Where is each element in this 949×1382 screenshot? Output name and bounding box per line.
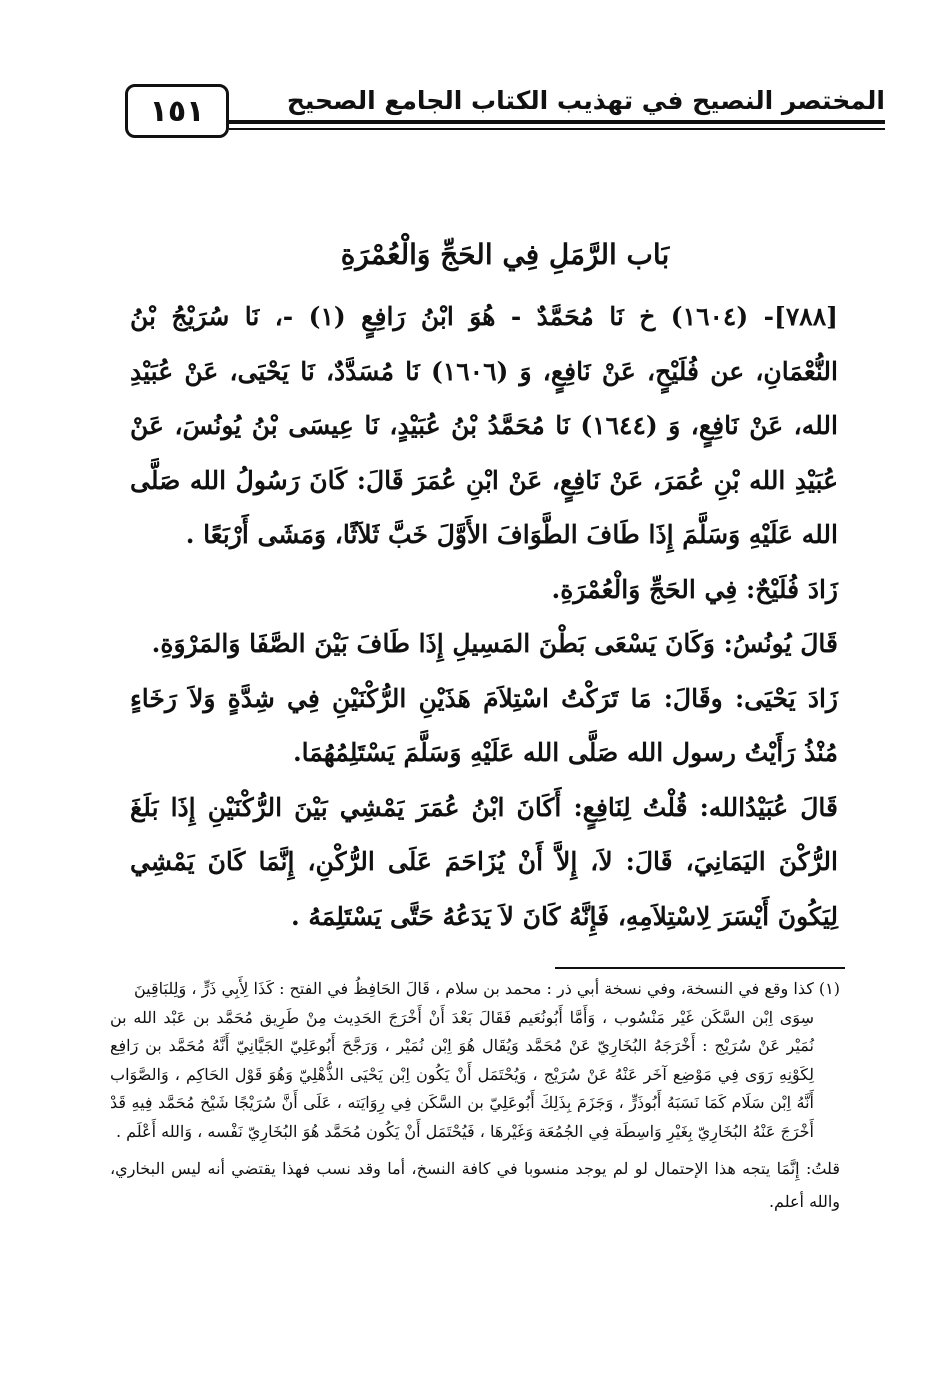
page-number: ١٥١ [125, 84, 229, 138]
footnote-text: سِوَى اِبْن السَّكَن غَيْر مَنْسُوب ، وَأَمَّا أَبُونُعَيم فَقَالَ بَعْدَ أَنْ أَخْرَجَ الحَدِيث مِنْ طَرِيق مُحَمَّد بن عَبْد الله بن نُمَيْر عَنْ سُرَيْج : أَخْرَجَهُ البُخَارِيّ عَنْ مُحَمَّد وَيُقَال هُوَ اِبْن نُمَيْر ، وَرَجَّحَ أَبُوعَلِيّ الجَيَّانِيّ أَنَّهُ مُحَمَّد بن رَافِع لِكَوْنِهِ رَوَى فِي مَوْضِع آخَر عَنْهُ عَنْ سُرَيْج ، وَيُحْتَمَل أَنْ يَكُون اِبْن يَحْيَى الذُّهْلِيّ وَهُوَ قَوْل الحَاكِم ، وَالصَّوَاب أَنَّهُ اِبْن سَلَام كَمَا نَسَبَهُ أَبُوذَرٍّ ، وَجَزَمَ بِذَلِكَ أَبُوعَلِيّ بن السَّكَن فِي رِوَايَته ، عَلَى أَنَّ سُرَيْجًا شَيْخ مُحَمَّد فِيهِ قَدْ أَخْرَجَ عَنْهُ البُخَارِيّ بِغَيْرِ وَاسِطَة فِي الجُمُعَة وَغَيْرهَا ، فَيُحْتَمَل أَنْ يَكُون مُحَمَّد هُوَ البُخَارِيّ نَفْسه ، وَالله أَعْلَم . [110, 1007, 814, 1141]
header-rule [229, 120, 885, 124]
header-rule-thin [229, 128, 885, 130]
text-paragraph: قَالَ عُبَيْدُالله: قُلْتُ لِنَافِعٍ: أَكَانَ ابْنُ عُمَرَ يَمْشِي بَيْنَ الرُّكْنَيْنِ إِذَا بَلَغَ الرُّكْنَ اليَمَانِيَ، قَالَ: لاَ، إِلاَّ أَنْ يُزَاحَمَ عَلَى الرُّكْنِ، إِنَّمَا كَانَ يَمْشِي لِيَكُونَ أَيْسَرَ لِاسْتِلاَمِهِ، فَإِنَّهُ كَانَ لاَ يَدَعُهُ حَتَّى يَسْتَلِمَهُ . [130, 792, 838, 931]
text-paragraph: زَادَ يَحْيَى: وقَالَ: مَا تَرَكْتُ اسْتِلاَمَ هَذَيْنِ الرُّكْنَيْنِ فِي شِدَّةٍ وَلاَ رَخَاءٍ مُنْذُ رَأَيْتُ رسول الله صَلَّى الله عَلَيْهِ وَسَلَّمَ يَسْتَلِمُهُمَا. [130, 683, 838, 767]
footnote-line: (١) كذا وقع في النسخة، وفي نسخة أبي ذر : محمد بن سلام ، قَالَ الحَافِظُ في الفتح : كَذَا لِأَبِي ذَرٍّ ، وَلِلبَاقِينَ [133, 979, 840, 998]
text-paragraph: قَالَ يُونُسُ: وَكَانَ يَسْعَى بَطْنَ المَسِيلِ إِذَا طَافَ بَيْنَ الصَّفَا وَالمَرْوَةِ. [151, 629, 838, 658]
text-paragraph: زَادَ فُلَيْحٌ: فِي الحَجِّ وَالْعُمْرَةِ. [551, 574, 838, 604]
page-header [125, 84, 885, 144]
main-text [130, 290, 880, 944]
chapter-title: بَاب الرَّمَلِ فِي الحَجِّ وَالْعُمْرَةِ [340, 238, 670, 271]
footnote-separator [555, 967, 845, 969]
footnote-remark: قلتُ: إِنَّمَا يتجه هذا الإحتمال لو لم يوجد منسوبا في كافة النسخ، أما وقد نسب فهذا يقتضي أنه ليس البخاري، والله أعلم. [110, 1159, 840, 1211]
footnotes [110, 975, 840, 1218]
running-title: المختصر النصيح في تهذيب الكتاب الجامع الصحيح [286, 86, 885, 115]
hadith-paragraph: [٧٨٨]- (١٦٠٤) خ نَا مُحَمَّدٌ - هُوَ ابْنُ رَافِعٍ (١) -، نَا سُرَيْجُ بْنُ النُّعْمَانِ، عن فُلَيْحٍ، عَنْ نَافِعٍ، وَ (١٦٠٦) نَا مُسَدَّدٌ، نَا يَحْيَى، عَنْ عُبَيْدِ الله، عَنْ نَافِعٍ، وَ (١٦٤٤) نَا مُحَمَّدُ بْنُ عُبَيْدٍ، نَا عِيسَى بْنُ يُونُسَ، عَنْ عُبَيْدِ الله بْنِ عُمَرَ، عَنْ نَافِعٍ، عَنْ ابْنِ عُمَرَ قَالَ: كَانَ رَسُولُ الله صَلَّى الله عَلَيْهِ وَسَلَّمَ إِذَا طَافَ الطَّوَافَ الأَوَّلَ خَبَّ ثَلاَثًا، وَمَشَى أَرْبَعًا . [130, 302, 838, 549]
